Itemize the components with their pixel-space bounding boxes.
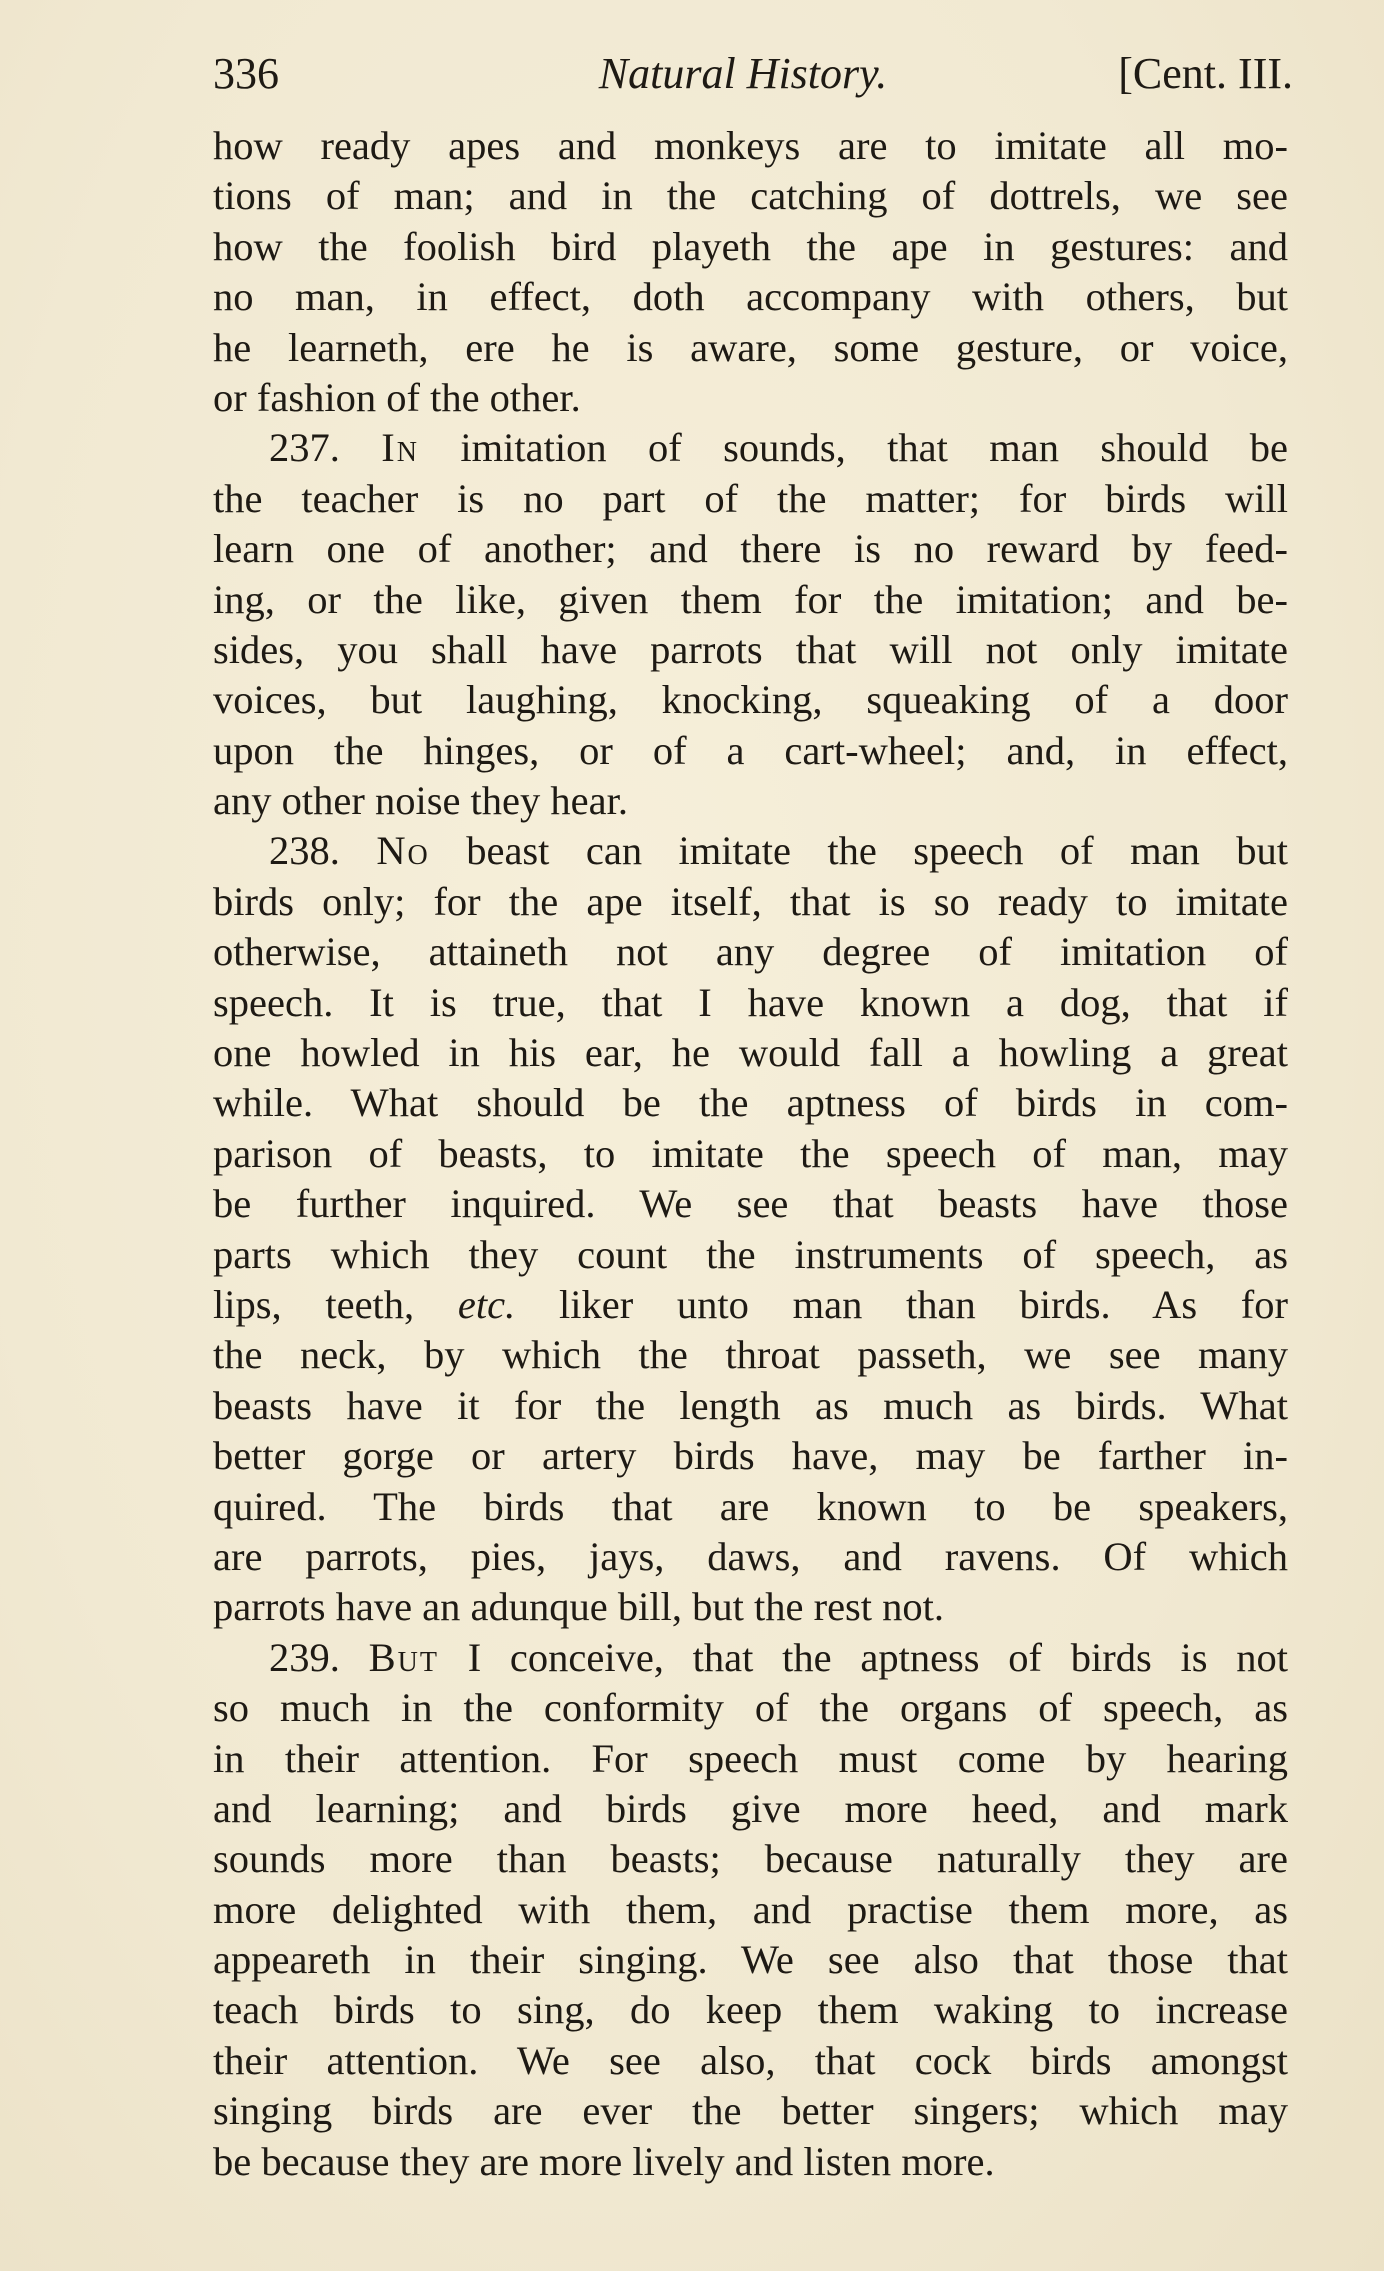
text-line: upon the hinges, or of a cart-wheel; and, in effect, (213, 727, 1288, 773)
text-line: quired. The birds that are known to be speakers, (213, 1483, 1288, 1529)
first-line-text: I conceive, that the aptness of birds is not (467, 1634, 1288, 1680)
page-header (213, 44, 1293, 104)
line-segment: lips, teeth, (213, 1281, 415, 1327)
text-line: be further inquired. We see that beasts have those (213, 1181, 1288, 1227)
lead-word: No (376, 828, 430, 874)
text-line: beasts have it for the length as much as birds. What (213, 1382, 1288, 1428)
paragraph-continuation (213, 121, 1288, 423)
italic-etc: etc. (457, 1281, 516, 1327)
text-line: birds only; for the ape itself, that is so ready to imitate (213, 878, 1288, 924)
text-line: be because they are more lively and listen more. (213, 2138, 995, 2184)
paragraph-number: 239. (269, 1634, 340, 1680)
paragraph-number: 238. (269, 828, 340, 874)
text-line: or fashion of the other. (213, 374, 581, 420)
text-line: voices, but laughing, knocking, squeaking of a door (213, 677, 1288, 723)
text-line: better gorge or artery birds have, may be farther in- (213, 1433, 1288, 1479)
text-line: ing, or the like, given them for the imitation; and be- (213, 576, 1288, 622)
text-line: speech. It is true, that I have known a dog, that if (213, 979, 1288, 1025)
lead-word: But (368, 1634, 439, 1680)
text-line: their attention. We see also, that cock birds amongst (213, 2037, 1288, 2083)
text-line: teach birds to sing, do keep them waking to increase (213, 1987, 1288, 2033)
text-line: tions of man; and in the catching of dottrels, we see (213, 173, 1288, 219)
text-line: how the foolish bird playeth the ape in gestures: and (213, 223, 1288, 269)
section-reference: [Cent. III. (1118, 49, 1293, 98)
text-line: the teacher is no part of the matter; for birds will (213, 475, 1288, 521)
text-line: no man, in effect, doth accompany with others, but (213, 274, 1288, 320)
paragraph-first-line (213, 1633, 1288, 1683)
text-line-with-italic (213, 1280, 1288, 1330)
text-line: appeareth in their singing. We see also that those that (213, 1937, 1288, 1983)
text-line: more delighted with them, and practise them more, as (213, 1886, 1288, 1932)
text-line: are parrots, pies, jays, daws, and ravens. Of which (213, 1533, 1288, 1579)
text-line: parts which they count the instruments of speech, as (213, 1231, 1288, 1277)
paragraph-238 (213, 826, 1288, 1632)
lead-word: In (381, 425, 419, 471)
text-line: one howled in his ear, he would fall a howling a great (213, 1030, 1288, 1076)
text-line: parrots have an adunque bill, but the rest not. (213, 1584, 945, 1630)
paragraph-237 (213, 423, 1288, 826)
text-line: otherwise, attaineth not any degree of imitation of (213, 929, 1288, 975)
text-line: he learneth, ere he is aware, some gesture, or voice, (213, 324, 1288, 370)
text-line: how ready apes and monkeys are to imitate all mo- (213, 123, 1288, 168)
text-line: sides, you shall have parrots that will not only imitate (213, 626, 1288, 672)
paragraph-first-line (213, 826, 1288, 876)
text-line: while. What should be the aptness of birds in com- (213, 1080, 1288, 1126)
text-line: any other noise they hear. (213, 778, 628, 824)
page-number: 336 (213, 49, 279, 98)
text-line: so much in the conformity of the organs of speech, as (213, 1685, 1288, 1731)
text-line: and learning; and birds give more heed, and mark (213, 1785, 1288, 1831)
running-title: Natural History. (598, 49, 888, 98)
text-line: the neck, by which the throat passeth, we see many (213, 1332, 1288, 1378)
line-segment: liker unto man than birds. As for (558, 1281, 1289, 1327)
paragraph-first-line (213, 423, 1288, 473)
text-line: singing birds are ever the better singers; which may (213, 2088, 1288, 2134)
first-line-text: imitation of sounds, that man should be (460, 425, 1289, 471)
text-line: sounds more than beasts; because naturally they are (213, 1836, 1288, 1882)
text-line: in their attention. For speech must come by hearing (213, 1735, 1288, 1781)
body-text (213, 121, 1288, 2187)
text-line: parison of beasts, to imitate the speech of man, may (213, 1130, 1288, 1176)
text-line: learn one of another; and there is no reward by feed- (213, 526, 1288, 572)
paragraph-number: 237. (269, 425, 340, 471)
paragraph-239 (213, 1633, 1288, 2187)
first-line-text: beast can imitate the speech of man but (466, 828, 1289, 874)
